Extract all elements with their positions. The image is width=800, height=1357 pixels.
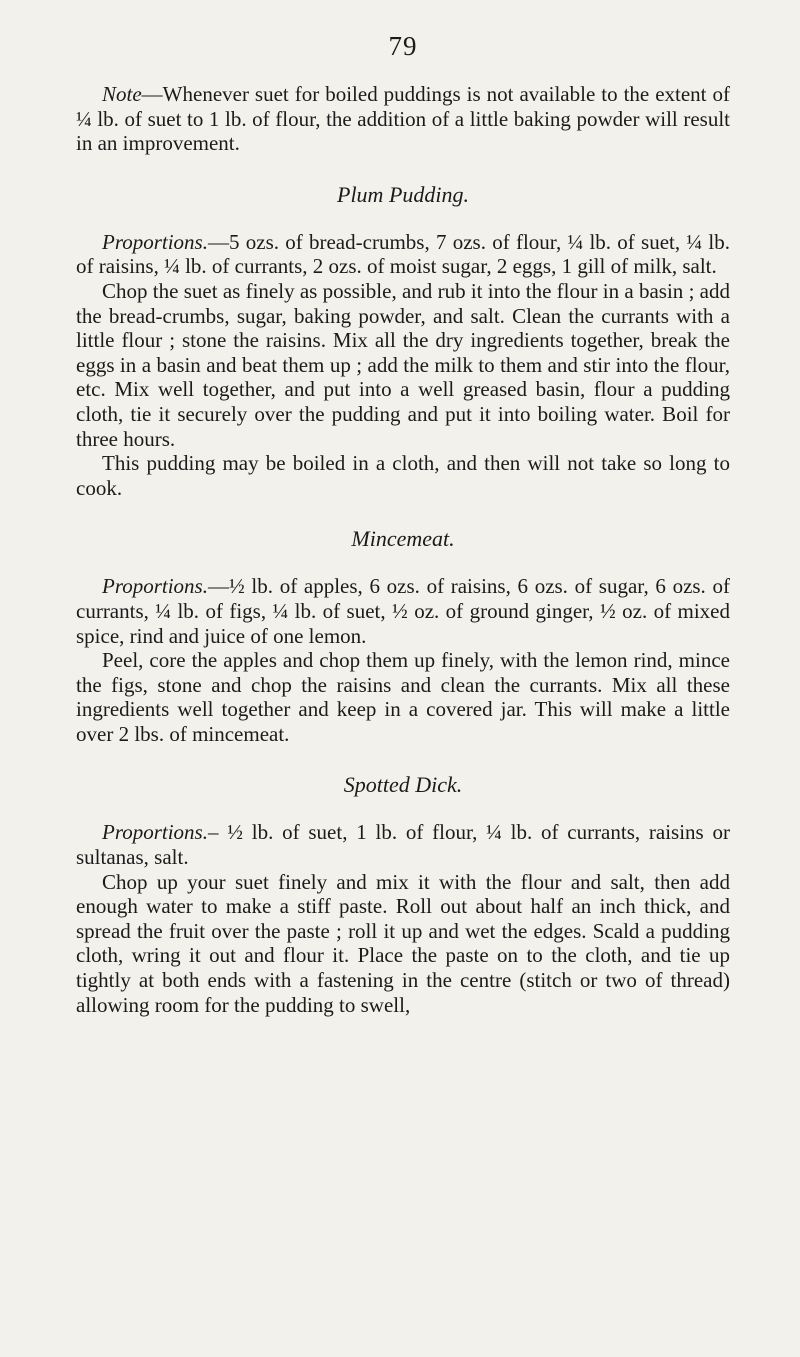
note-paragraph <box>76 82 730 156</box>
recipe-title: Mincemeat. <box>351 526 455 552</box>
proportions-paragraph <box>76 574 730 648</box>
recipe-title: Spotted Dick. <box>343 772 463 798</box>
proportions-label: Proportions. <box>102 229 208 254</box>
note-label: Note <box>102 82 142 106</box>
proportions-paragraph <box>76 820 730 869</box>
method-paragraph: Chop up your suet finely and mix it with the flour and salt, then add enough water to make a stiff paste. Roll out about half an inch thick, and spread the fruit over the paste ; roll it up and wet the edges. Scald a pudding cloth, wring it out and flour it. Place the paste on to the cloth, and tie up tightly at both ends with a fastening in the centre (stitch or two of thread) allowing room for the pudding to swell, <box>76 869 730 1017</box>
method-paragraph: Peel, core the apples and chop them up finely, with the lemon rind, mince the figs, stone and chop the raisins and clean the currants. Mix all these ingredients well together and keep in a covered jar. This will make a little over 2 lbs. of mincemeat. <box>76 648 730 746</box>
recipe-title: Plum Pudding. <box>337 181 469 207</box>
proportions-text: – ½ lb. of suet, 1 lb. of flour, ¼ lb. of currants, raisins or sultanas, salt. <box>76 820 730 870</box>
page-number: 79 <box>388 31 418 61</box>
proportions-paragraph <box>76 230 730 279</box>
recipe-mincemeat <box>76 526 730 746</box>
proportions-text: —½ lb. of apples, 6 ozs. of raisins, 6 ozs. of sugar, 6 ozs. of currants, ¼ lb. of figs, ¼ lb. of suet, ½ oz. of ground ginger, ½ oz. of mixed spice, rind and juice of one lemon. <box>76 574 730 648</box>
method-paragraph: Chop the suet as finely as possible, and rub it into the flour in a basin ; add the bread-crumbs, sugar, baking powder, and salt. Clean the currants with a little flour ; stone the raisins. Mix all the dry ingredients together, break the eggs in a basin and beat them up ; add the milk to them and stir into the flour, etc. Mix well together, and put into a well greased basin, flour a pudding cloth, tie it securely over the pudding and put it into boiling water. Boil for three hours. <box>76 278 730 451</box>
proportions-text: —5 ozs. of bread-crumbs, 7 ozs. of flour, ¼ lb. of suet, ¼ lb. of raisins, ¼ lb. of currants, 2 ozs. of moist sugar, 2 eggs, 1 gill of milk, salt. <box>76 229 730 279</box>
proportions-label: Proportions. <box>102 820 208 845</box>
proportions-label: Proportions. <box>102 574 208 599</box>
note-text: —Whenever suet for boiled puddings is not available to the extent of ¼ lb. of suet to 1 lb. of flour, the addition of a little baking powder will result in an improvement. <box>76 82 730 156</box>
method-paragraph: This pudding may be boiled in a cloth, and then will not take so long to cook. <box>76 451 730 500</box>
recipe-plum-pudding <box>76 182 730 501</box>
recipe-spotted-dick <box>76 772 730 1017</box>
